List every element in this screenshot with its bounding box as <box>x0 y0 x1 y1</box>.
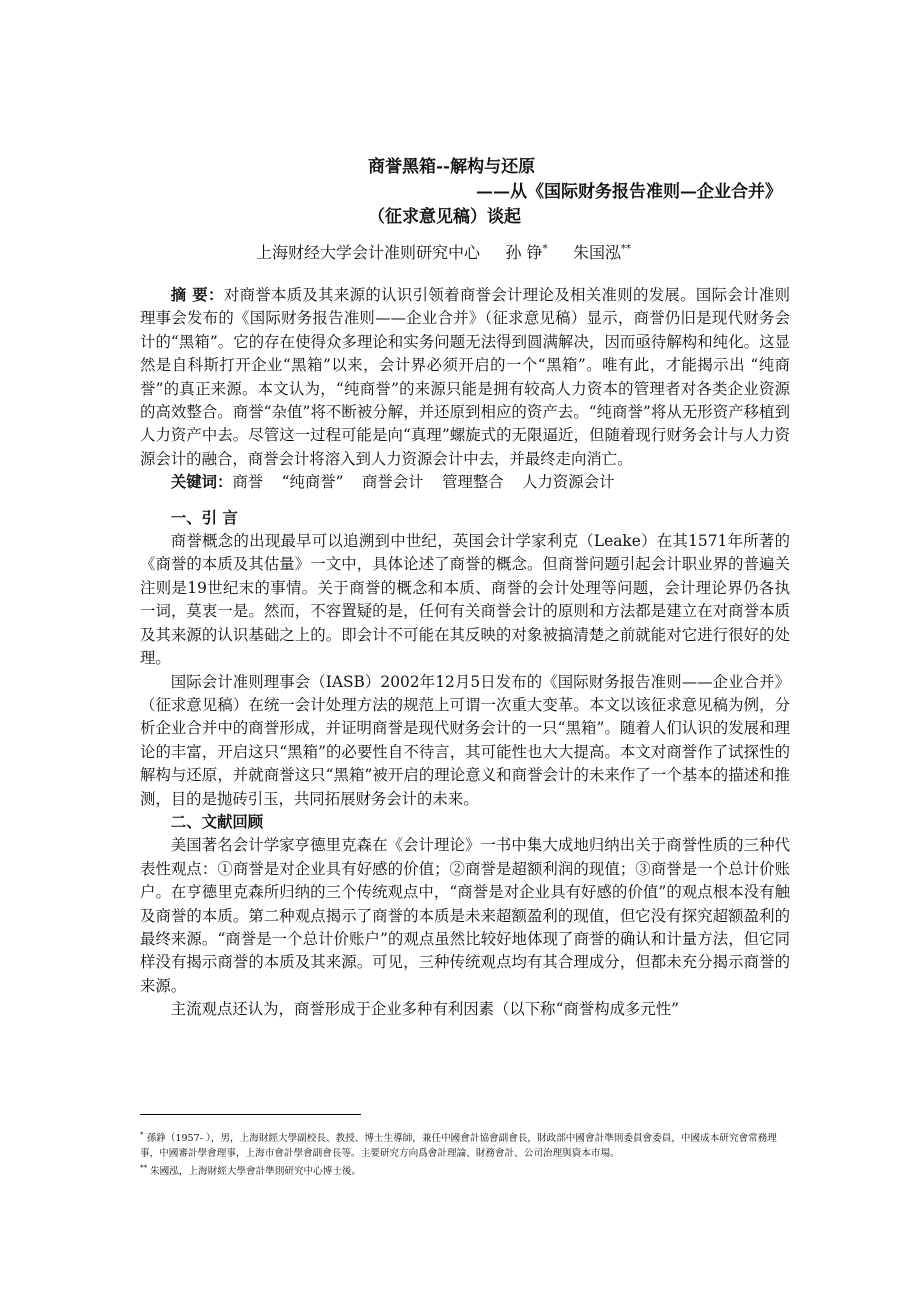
footnote-1-text: 孫錚（1957- ），男，上海財經大學副校長、教授、博士生導師，兼任中國會計協會副會長，財政部中國會計準則委員會委員，中國成本研究會常務理事，中國審計學會理事，上海市會計學會副會長等。主要研究方向爲會計理論、財務會計、公司治理與資本市場。 <box>140 1133 777 1159</box>
author-line <box>256 240 631 263</box>
keyword: “纯商誉” <box>281 473 344 492</box>
section-heading-literature-review: 二、文献回顾 <box>170 812 264 831</box>
author-2-footnote-mark: ** <box>621 243 632 255</box>
keywords <box>140 471 790 494</box>
title-line-1: 商誉黑箱--解构与还原 <box>368 157 536 177</box>
abstract <box>140 284 790 471</box>
keyword: 商誉会计 <box>362 473 424 492</box>
footnote-1-mark: * <box>140 1131 144 1139</box>
keywords-label: 关键词： <box>170 473 233 492</box>
footnote-2 <box>140 1161 790 1180</box>
title-line-2: ——从《国际财务报告准则—企业合并》 <box>476 182 782 202</box>
footnote-2-mark: ** <box>140 1164 147 1173</box>
paragraph: 主流观点还认为，商誉形成于企业多种有利因素（以下称“商誉构成多元性” <box>170 1000 680 1019</box>
keyword: 管理整合 <box>442 473 504 492</box>
abstract-text: 对商誉本质及其来源的认识引领着商誉会计理论及相关准则的发展。国际会计准则理事会发布的《国际财务报告准则——企业合并》（征求意见稿）显示，商誉仍旧是现代财务会计的“黑箱”。它的存在使得众多理论和实务问题无法得到圆满解决，因而亟待解构和纯化。这显然是自科斯打开企业“黑箱”以来，会计界必须开启的一个“黑箱”。唯有此，才能揭示出 “纯商誉”的真正来源。本文认为，“纯商誉”的来源只能是拥有较高人力资本的管理者对各类企业资源的高效整合。商誉“杂值”将不断被分解，并还原到相应的资产去。“纯商誉”将从无形资产移植到人力资产中去。尽管这一过程可能是向“真理”螺旋式的无限逼近，但随着现行财务会计与人力资源会计的融合，商誉会计将溶入到人力资源会计中去，并最终走向消亡。 <box>140 286 790 468</box>
paragraph: 商誉概念的出现最早可以追溯到中世纪，英国会计学家利克（Leake）在其1571年所著的《商誉的本质及其估量》一文中，具体论述了商誉的概念。但商誉问题引起会计职业界的普遍关注则是19世纪末的事情。关于商誉的概念和本质、商誉的会计处理等问题，会计理论界仍各执一词，莫衷一是。然而，不容置疑的是，任何有关商誉会计的原则和方法都是建立在对商誉本质及其来源的认识基础之上的。即会计不可能在其反映的对象被搞清楚之前就能对它进行很好的处理。 <box>140 532 790 668</box>
body-text <box>140 284 790 1022</box>
institution: 上海财经大学会计准则研究中心 <box>256 243 481 262</box>
keyword: 人力资源会计 <box>522 473 615 492</box>
keyword: 商誉 <box>232 473 264 492</box>
title-line-3: （征求意见稿）谈起 <box>368 207 521 227</box>
footnote-1 <box>140 1128 790 1161</box>
footnotes <box>140 1128 790 1180</box>
author-1-footnote-mark: * <box>542 243 548 255</box>
abstract-label: 摘 要： <box>170 286 224 304</box>
footnote-2-text: 朱國泓，上海財經大學會計準則研究中心博士後。 <box>150 1166 362 1178</box>
footnote-divider <box>140 1114 361 1115</box>
section-heading-introduction: 一、引 言 <box>170 508 238 527</box>
paragraph: 国际会计准则理事会（IASB）2002年12月5日发布的《国际财务报告准则——企业合并》（征求意见稿）在统一会计处理方法的规范上可谓一次重大变革。本文以该征求意见稿为例，分析企业合并中的商誉形成，并证明商誉是现代财务会计的一只“黑箱”。随着人们认识的发展和理论的丰富，开启这只“黑箱”的必要性自不待言，其可能性也大大提高。本文对商誉作了试探性的解构与还原，并就商誉这只“黑箱”被开启的理论意义和商誉会计的未来作了一个基本的描述和推测，目的是抛砖引玉，共同拓展财务会计的未来。 <box>140 672 790 808</box>
author-1: 孙 铮 <box>505 243 543 262</box>
paragraph: 美国著名会计学家亨德里克森在《会计理论》一书中集大成地归纳出关于商誉性质的三种代表性观点：①商誉是对企业具有好感的价值；②商誉是超额利润的现值；③商誉是一个总计价账户。在亨德里克森所归纳的三个传统观点中，“商誉是对企业具有好感的价值”的观点根本没有触及商誉的本质。第二种观点揭示了商誉的本质是未来超额盈利的现值，但它没有探究超额盈利的最终来源。“商誉是一个总计价账户”的观点虽然比较好地体现了商誉的确认和计量方法，但它同样没有揭示商誉的本质及其来源。可见，三种传统观点均有其合理成分，但都未充分揭示商誉的来源。 <box>140 836 790 995</box>
author-2: 朱国泓 <box>573 243 622 262</box>
